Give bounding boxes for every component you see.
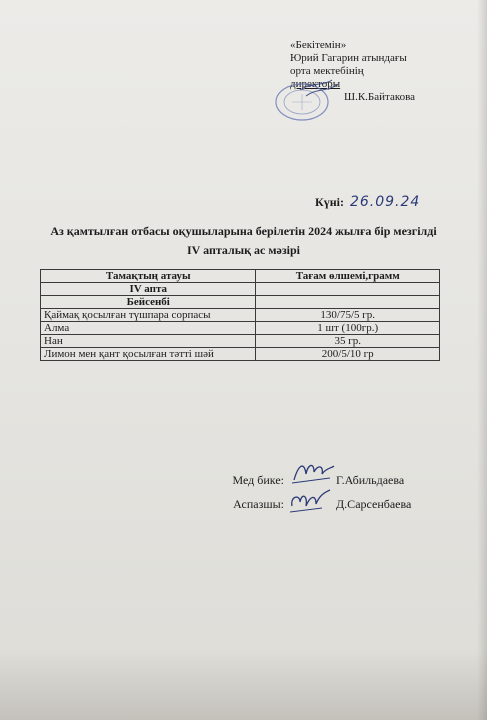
cook-name: Д.Сарсенбаева (336, 497, 412, 511)
table-row-week (41, 283, 440, 296)
portion-size: 35 гр. (256, 335, 440, 348)
page-bottom-shadow (0, 650, 487, 720)
portion-size: 130/75/5 гр. (256, 309, 440, 322)
week-label: IV апта (41, 283, 256, 296)
header-portion-size: Тағам өлшемі,грамм (256, 270, 440, 283)
date-label: Күні: (315, 195, 344, 209)
dish-name: Алма (41, 322, 256, 335)
approval-line-1: «Бекітемін» (290, 39, 347, 51)
menu-table (40, 269, 440, 361)
table-header-row (41, 270, 440, 283)
approval-director-name: Ш.К.Байтакова (344, 91, 416, 103)
nurse-role: Мед бике: (232, 473, 284, 487)
table-row (41, 309, 440, 322)
cook-role: Аспазшы: (233, 497, 284, 511)
table-row-day (41, 296, 440, 309)
cook-signature-icon (286, 486, 332, 516)
dish-name: Қаймақ қосылған түшпара сорпасы (41, 309, 256, 322)
empty-cell (256, 296, 440, 309)
dish-name: Нан (41, 335, 256, 348)
table-row (41, 335, 440, 348)
empty-cell (256, 283, 440, 296)
header-dish-name: Тамақтың атауы (41, 270, 256, 283)
nurse-name: Г.Абильдаева (336, 473, 405, 487)
portion-size: 200/5/10 гр (256, 348, 440, 361)
document-subtitle: IV апталық ас мәзірі (186, 243, 301, 257)
date-value: 26.09.24 (349, 194, 421, 210)
official-stamp-icon (272, 76, 342, 122)
document-title: Аз қамтылған отбасы оқушыларына берілетін 2024 жылға бір мезгілді (50, 224, 437, 238)
nurse-signature-icon (290, 456, 336, 486)
table-row (41, 348, 440, 361)
table-row (41, 322, 440, 335)
approval-line-4: директоры (290, 78, 341, 90)
date-row (315, 194, 420, 210)
approval-line-2: Юрий Гагарин атындағы (290, 52, 407, 64)
portion-size: 1 шт (100гр.) (256, 322, 440, 335)
page-edge-shadow (477, 0, 487, 720)
dish-name: Лимон мен қант қосылған тәтті шәй (41, 348, 256, 361)
day-label: Бейсенбі (41, 296, 256, 309)
approval-line-3: орта мектебінің (290, 65, 364, 77)
